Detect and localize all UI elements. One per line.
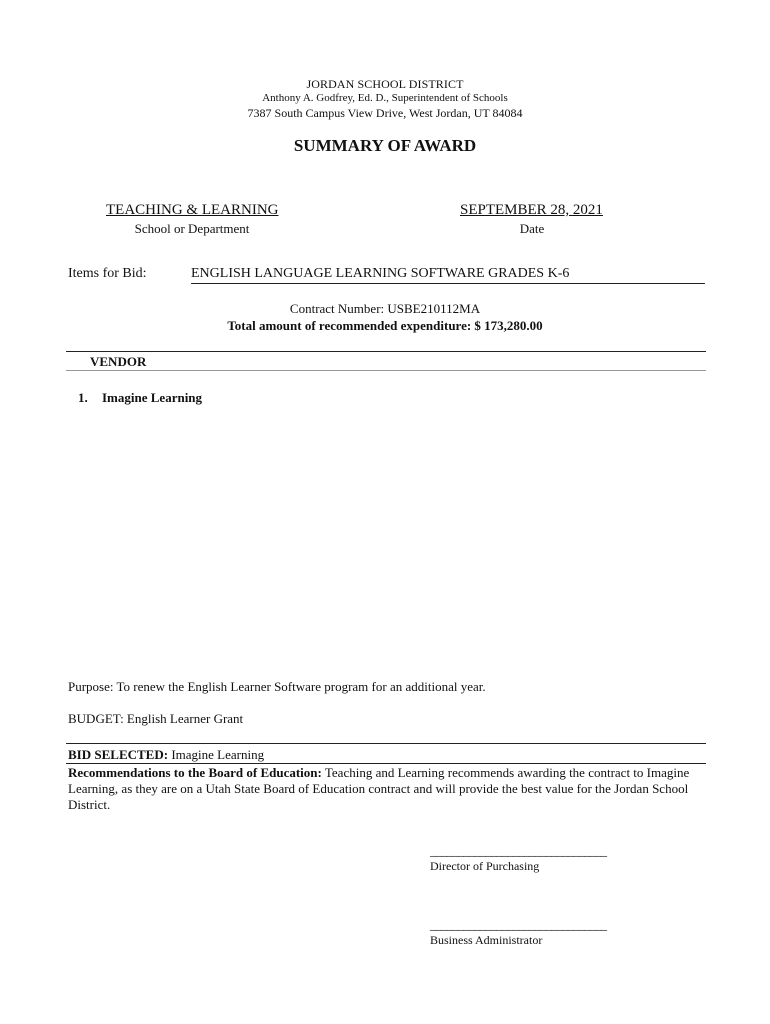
date-label: Date — [519, 221, 545, 236]
total-expenditure: Total amount of recommended expenditure: $ 173,280.00 — [227, 318, 543, 333]
district-address: 7387 South Campus View Drive, West Jordan, UT 84084 — [247, 106, 523, 120]
vendor-list-item — [78, 390, 202, 406]
vendor-item-number: 1. — [78, 390, 88, 405]
recommendations-block — [68, 765, 708, 813]
signature-label-purchasing: Director of Purchasing — [430, 859, 540, 873]
items-underline — [191, 283, 705, 284]
department-label: School or Department — [134, 221, 250, 236]
bid-selected-value: Imagine Learning — [168, 747, 265, 762]
recommendations-label: Recommendations to the Board of Education: — [68, 765, 322, 780]
items-for-bid-label: Items for Bid: — [68, 266, 147, 281]
department-value: TEACHING & LEARNING — [106, 202, 279, 218]
vendor-header: VENDOR — [90, 354, 147, 369]
bid-bottom-rule — [66, 763, 706, 764]
signature-label-business: Business Administrator — [430, 933, 543, 947]
signature-line-business: ________________________________ — [430, 917, 606, 932]
bid-selected — [68, 747, 708, 763]
contract-number: Contract Number: USBE210112MA — [289, 301, 481, 316]
items-for-bid-value: ENGLISH LANGUAGE LEARNING SOFTWARE GRADES K-6 — [191, 266, 570, 281]
date-value: SEPTEMBER 28, 2021 — [460, 202, 603, 218]
vendor-bottom-rule — [66, 370, 706, 371]
vendor-top-rule — [66, 351, 706, 352]
bid-top-rule — [66, 743, 706, 744]
page-title: SUMMARY OF AWARD — [293, 136, 477, 155]
purpose-text: Purpose: To renew the English Learner Software program for an additional year. — [68, 679, 486, 694]
signature-line-purchasing: ________________________________ — [430, 843, 606, 858]
superintendent-line: Anthony A. Godfrey, Ed. D., Superintendent of Schools — [262, 92, 508, 104]
bid-selected-label: BID SELECTED: — [68, 747, 169, 762]
vendor-item-name: Imagine Learning — [102, 390, 203, 405]
recommendations-text: Teaching and Learning recommends awarding the contract to Imagine Learning, as they are on a Utah State Board of Education contract and will provide the best value for the Jordan School District. — [68, 765, 690, 812]
district-name: JORDAN SCHOOL DISTRICT — [306, 77, 464, 91]
budget-text: BUDGET: English Learner Grant — [68, 711, 244, 726]
